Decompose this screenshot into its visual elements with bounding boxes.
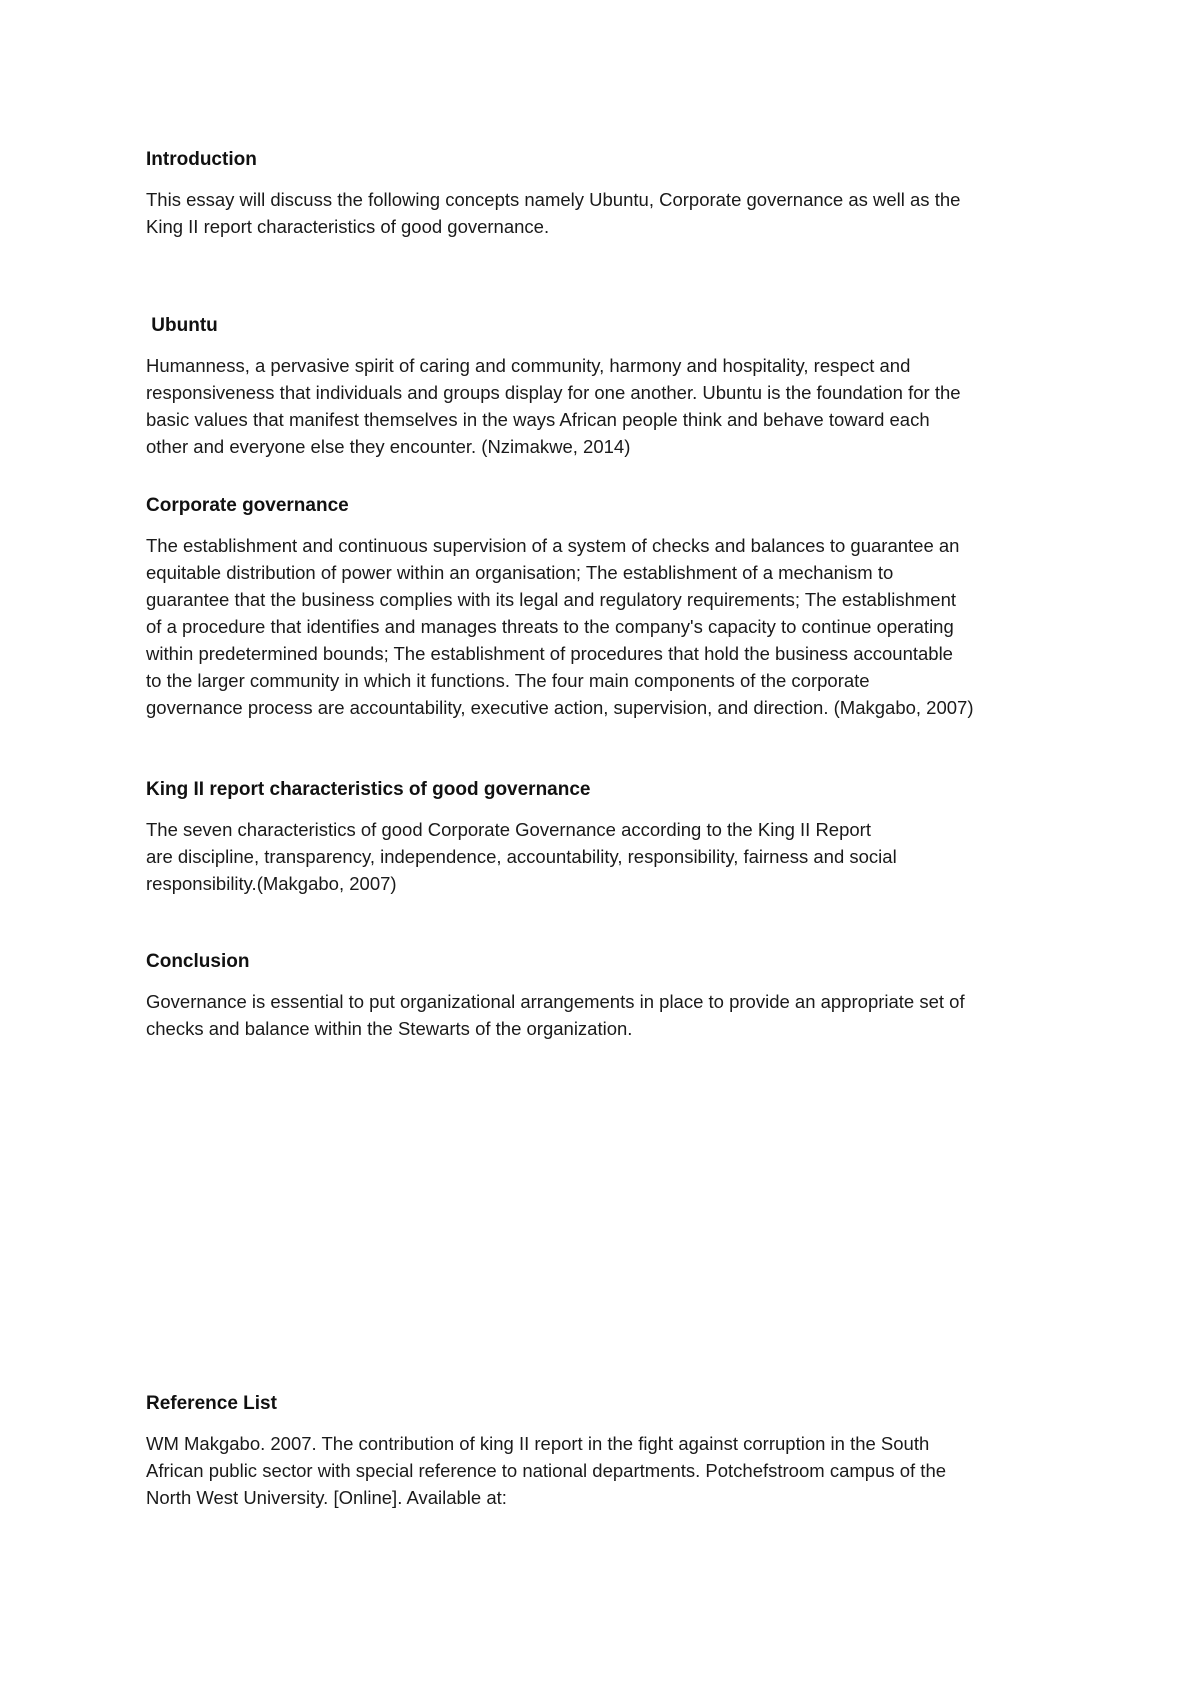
paragraph-line: governance process are accountability, executive action, supervision, and direction. (Makgabo, 2007): [146, 697, 974, 718]
paragraph-line: responsibility.(Makgabo, 2007): [146, 873, 397, 894]
heading-king-ii: King II report characteristics of good governance: [146, 779, 591, 800]
paragraph-introduction: [146, 186, 1076, 240]
paragraph-corporate-governance: [146, 532, 1076, 721]
paragraph-line: This essay will discuss the following concepts namely Ubuntu, Corporate governance as well as the: [146, 189, 961, 210]
heading-ubuntu: Ubuntu: [146, 315, 218, 336]
paragraph-line: equitable distribution of power within an organisation; The establishment of a mechanism to: [146, 562, 894, 583]
paragraph-ubuntu: [146, 352, 1076, 460]
section-corporate-governance: [146, 494, 1076, 721]
heading-introduction: Introduction: [146, 149, 257, 170]
paragraph-line: responsiveness that individuals and groups display for one another. Ubuntu is the foundation for the: [146, 382, 961, 403]
paragraph-line: to the larger community in which it functions. The four main components of the corporate: [146, 670, 870, 691]
section-king-ii: [146, 778, 1076, 897]
paragraph-line: other and everyone else they encounter. (Nzimakwe, 2014): [146, 436, 631, 457]
section-ubuntu: [146, 314, 1076, 460]
paragraph-line: The seven characteristics of good Corporate Governance according to the King II Report: [146, 819, 871, 840]
paragraph-line: North West University. [Online]. Available at:: [146, 1487, 507, 1508]
paragraph-line: Governance is essential to put organizational arrangements in place to provide an appropriate set of: [146, 991, 965, 1012]
paragraph-line: King II report characteristics of good governance.: [146, 216, 550, 237]
paragraph-king-ii: [146, 816, 1076, 897]
paragraph-line: Humanness, a pervasive spirit of caring and community, harmony and hospitality, respect and: [146, 355, 911, 376]
section-introduction: [146, 148, 1076, 240]
section-conclusion: [146, 950, 1076, 1042]
paragraph-line: The establishment and continuous supervision of a system of checks and balances to guarantee an: [146, 535, 960, 556]
paragraph-line: checks and balance within the Stewarts of the organization.: [146, 1018, 633, 1039]
paragraph-line: within predetermined bounds; The establishment of procedures that hold the business accountable: [146, 643, 953, 664]
paragraph-line: of a procedure that identifies and manages threats to the company's capacity to continue operating: [146, 616, 954, 637]
heading-corporate-governance: Corporate governance: [146, 495, 349, 516]
paragraph-line: WM Makgabo. 2007. The contribution of king II report in the fight against corruption in the South: [146, 1433, 930, 1454]
paragraph-conclusion: [146, 988, 1076, 1042]
paragraph-line: guarantee that the business complies with its legal and regulatory requirements; The establishment: [146, 589, 956, 610]
paragraph-line: basic values that manifest themselves in the ways African people think and behave toward each: [146, 409, 930, 430]
paragraph-reference: [146, 1430, 1076, 1511]
section-reference-list: [146, 1392, 1076, 1511]
paragraph-line: are discipline, transparency, independence, accountability, responsibility, fairness and social: [146, 846, 897, 867]
heading-conclusion: Conclusion: [146, 951, 250, 972]
heading-reference-list: Reference List: [146, 1393, 277, 1414]
paragraph-line: African public sector with special reference to national departments. Potchefstroom campus of the: [146, 1460, 947, 1481]
